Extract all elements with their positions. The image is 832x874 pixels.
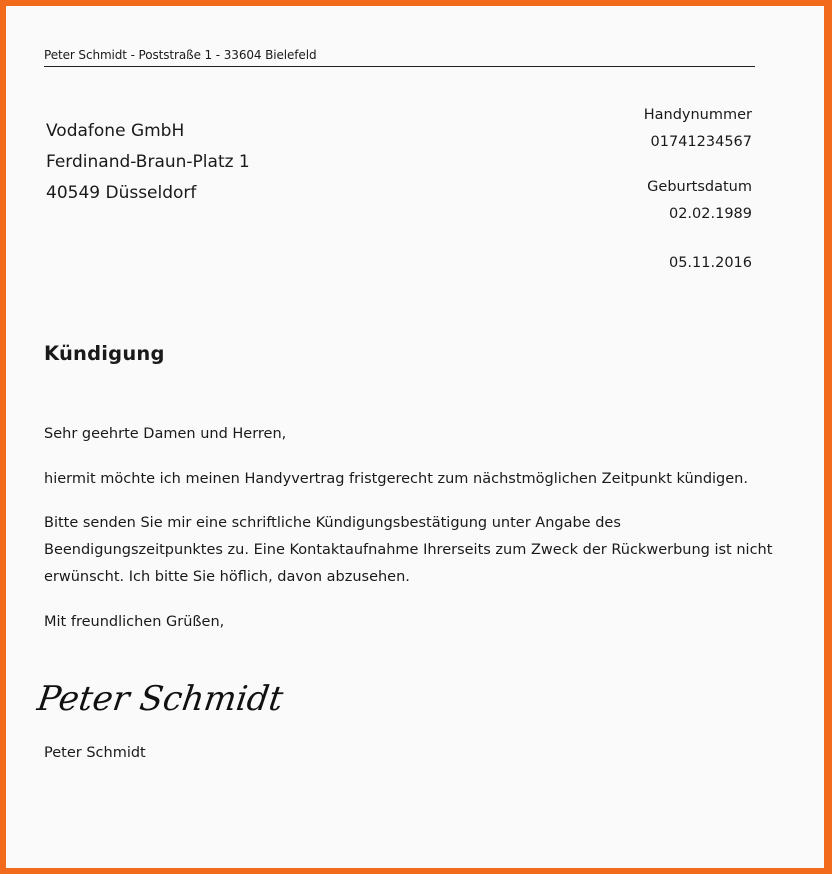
birthdate-label: Geburtsdatum bbox=[647, 179, 752, 195]
salutation: Sehr geehrte Damen und Herren, bbox=[44, 426, 287, 442]
recipient-company: Vodafone GmbH bbox=[46, 121, 185, 141]
birthdate-value: 02.02.1989 bbox=[668, 206, 752, 222]
phone-value: 01741234567 bbox=[650, 134, 752, 150]
subject-line: Kündigung bbox=[44, 342, 165, 365]
body-paragraph-2: Bitte senden Sie mir eine schriftliche Kündigungsbestätigung unter Angabe des Beendigungszeitpunktes zu. Eine Kontaktaufnahme Ihrerseits zum Zweck der Rückwerbung ist nicht erwünscht. Ich bitte Sie höflich, davon abzusehen. bbox=[44, 515, 773, 585]
closing: Mit freundlichen Grüßen, bbox=[44, 614, 225, 630]
sender-return-address: Peter Schmidt - Poststraße 1 - 33604 Bielefeld bbox=[44, 48, 755, 67]
phone-label: Handynummer bbox=[643, 107, 752, 123]
recipient-street: Ferdinand-Braun-Platz 1 bbox=[46, 152, 250, 172]
signer-name: Peter Schmidt bbox=[44, 745, 146, 761]
letter-page bbox=[6, 6, 824, 868]
recipient-city: 40549 Düsseldorf bbox=[46, 183, 197, 203]
letter-date: 05.11.2016 bbox=[668, 255, 752, 271]
handwritten-signature bbox=[34, 668, 286, 728]
signature-text: Peter Schmidt bbox=[34, 679, 286, 719]
recipient-address bbox=[46, 116, 250, 209]
letter-meta bbox=[644, 102, 752, 277]
body-paragraph-1: hiermit möchte ich meinen Handyvertrag fristgerecht zum nächstmöglichen Zeitpunkt kündigen. bbox=[44, 471, 748, 487]
